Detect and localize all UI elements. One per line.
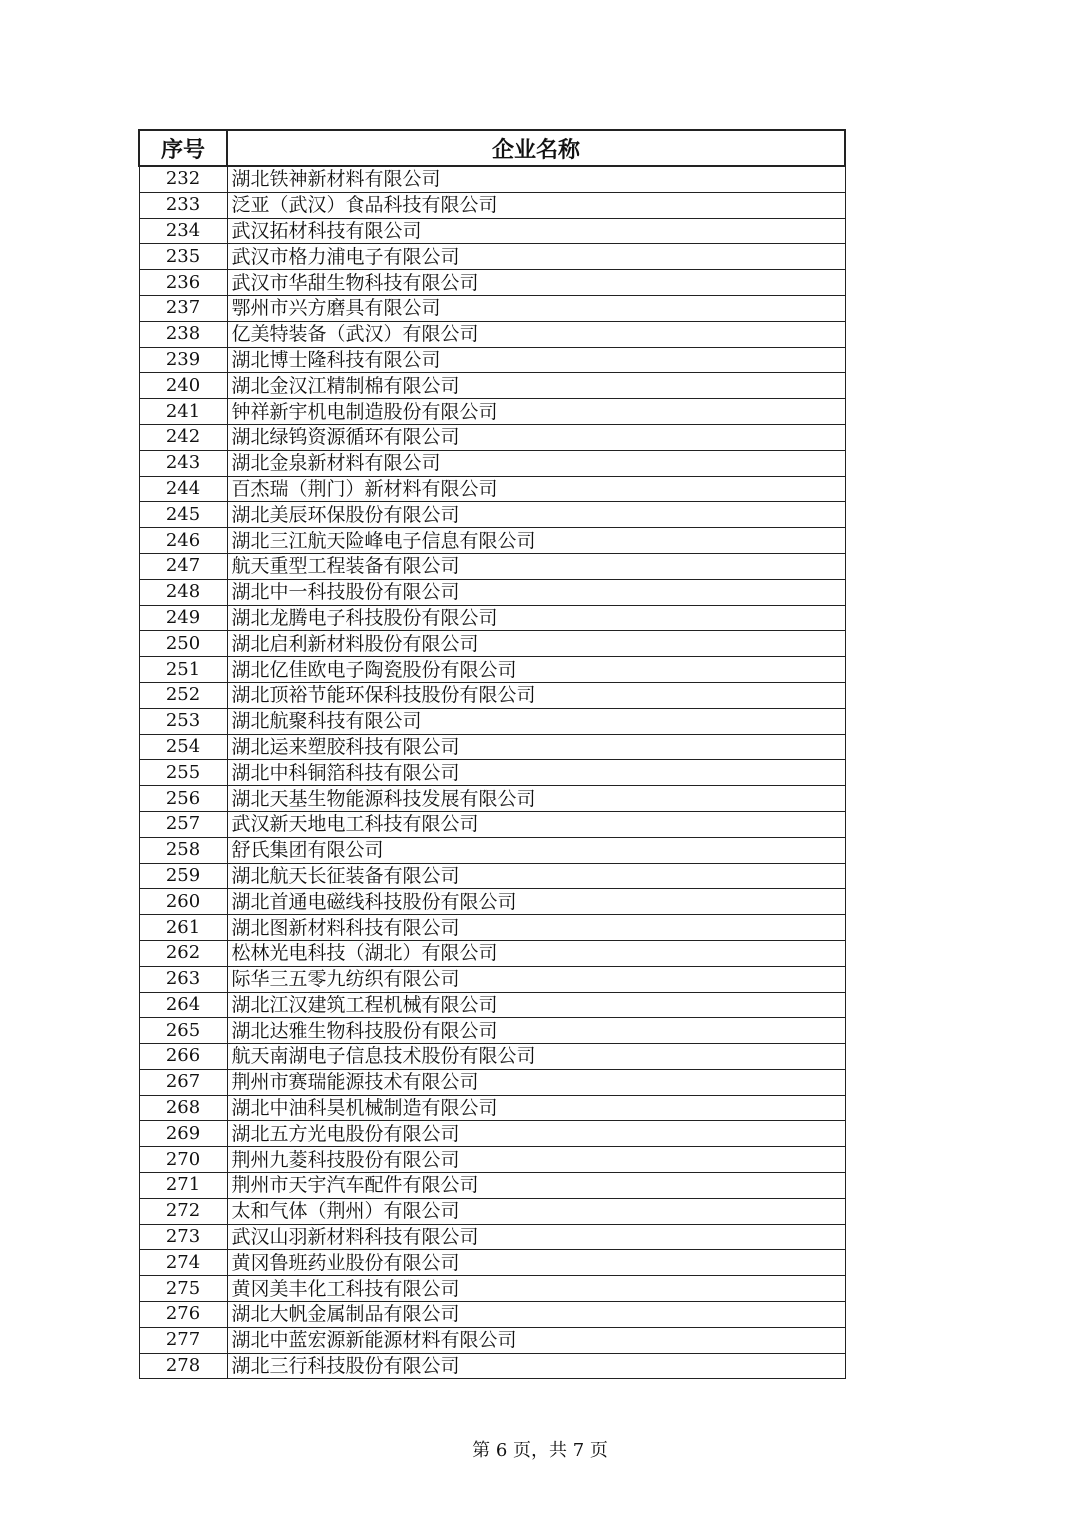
table-row <box>139 1276 845 1302</box>
row-serial-number: 262 <box>139 940 227 966</box>
header-serial-number: 序号 <box>139 130 227 166</box>
table-row <box>139 760 845 786</box>
table-row <box>139 631 845 657</box>
row-company-name: 武汉拓材科技有限公司 <box>227 218 845 244</box>
row-serial-number: 243 <box>139 450 227 476</box>
row-serial-number: 261 <box>139 915 227 941</box>
table-row <box>139 837 845 863</box>
table-row <box>139 1044 845 1070</box>
row-serial-number: 258 <box>139 837 227 863</box>
table-row <box>139 450 845 476</box>
table-row <box>139 811 845 837</box>
row-serial-number: 250 <box>139 631 227 657</box>
table-row <box>139 966 845 992</box>
row-company-name: 武汉市华甜生物科技有限公司 <box>227 270 845 296</box>
row-serial-number: 238 <box>139 321 227 347</box>
row-serial-number: 235 <box>139 244 227 270</box>
table-row <box>139 553 845 579</box>
row-company-name: 湖北航天长征装备有限公司 <box>227 863 845 889</box>
row-serial-number: 253 <box>139 708 227 734</box>
row-company-name: 湖北首通电磁线科技股份有限公司 <box>227 889 845 915</box>
row-company-name: 航天南湖电子信息技术股份有限公司 <box>227 1044 845 1070</box>
row-serial-number: 265 <box>139 1018 227 1044</box>
row-company-name: 泛亚（武汉）食品科技有限公司 <box>227 192 845 218</box>
row-serial-number: 249 <box>139 605 227 631</box>
row-serial-number: 232 <box>139 166 227 192</box>
table-row <box>139 1353 845 1379</box>
row-company-name: 松林光电科技（湖北）有限公司 <box>227 940 845 966</box>
row-company-name: 湖北三行科技股份有限公司 <box>227 1353 845 1379</box>
row-company-name: 湖北博士隆科技有限公司 <box>227 347 845 373</box>
table-body <box>139 166 845 1379</box>
table-row <box>139 347 845 373</box>
row-company-name: 湖北亿佳欧电子陶瓷股份有限公司 <box>227 657 845 683</box>
table-row <box>139 295 845 321</box>
row-serial-number: 270 <box>139 1147 227 1173</box>
row-company-name: 湖北中一科技股份有限公司 <box>227 579 845 605</box>
row-company-name: 湖北三江航天险峰电子信息有限公司 <box>227 528 845 554</box>
table-row <box>139 399 845 425</box>
table-row <box>139 992 845 1018</box>
table-row <box>139 1173 845 1199</box>
row-serial-number: 271 <box>139 1173 227 1199</box>
row-company-name: 湖北金汉江精制棉有限公司 <box>227 373 845 399</box>
row-company-name: 湖北中蓝宏源新能源材料有限公司 <box>227 1327 845 1353</box>
table-row <box>139 605 845 631</box>
row-company-name: 湖北天基生物能源科技发展有限公司 <box>227 786 845 812</box>
row-serial-number: 233 <box>139 192 227 218</box>
row-serial-number: 237 <box>139 295 227 321</box>
row-company-name: 百杰瑞（荆门）新材料有限公司 <box>227 476 845 502</box>
row-company-name: 湖北达雅生物科技股份有限公司 <box>227 1018 845 1044</box>
row-serial-number: 276 <box>139 1302 227 1328</box>
row-serial-number: 264 <box>139 992 227 1018</box>
table-row <box>139 1018 845 1044</box>
row-serial-number: 272 <box>139 1198 227 1224</box>
table-row <box>139 734 845 760</box>
row-company-name: 航天重型工程装备有限公司 <box>227 553 845 579</box>
table-row <box>139 528 845 554</box>
table-row <box>139 166 845 192</box>
row-serial-number: 267 <box>139 1069 227 1095</box>
row-company-name: 湖北运来塑胶科技有限公司 <box>227 734 845 760</box>
row-serial-number: 259 <box>139 863 227 889</box>
table-row <box>139 1327 845 1353</box>
row-serial-number: 244 <box>139 476 227 502</box>
table-row <box>139 192 845 218</box>
row-company-name: 湖北铁神新材料有限公司 <box>227 166 845 192</box>
table-row <box>139 1198 845 1224</box>
row-serial-number: 266 <box>139 1044 227 1070</box>
row-company-name: 荆州九菱科技股份有限公司 <box>227 1147 845 1173</box>
row-company-name: 武汉新天地电工科技有限公司 <box>227 811 845 837</box>
row-serial-number: 278 <box>139 1353 227 1379</box>
row-company-name: 舒氏集团有限公司 <box>227 837 845 863</box>
row-company-name: 荆州市赛瑞能源技术有限公司 <box>227 1069 845 1095</box>
row-company-name: 湖北大帆金属制品有限公司 <box>227 1302 845 1328</box>
row-company-name: 湖北美辰环保股份有限公司 <box>227 502 845 528</box>
table-row <box>139 579 845 605</box>
header-company-name: 企业名称 <box>227 130 845 166</box>
table-row <box>139 708 845 734</box>
row-serial-number: 256 <box>139 786 227 812</box>
row-serial-number: 257 <box>139 811 227 837</box>
row-company-name: 钟祥新宇机电制造股份有限公司 <box>227 399 845 425</box>
table-row <box>139 1147 845 1173</box>
page-number-footer: 第 6 页，共 7 页 <box>472 1440 608 1461</box>
table-row <box>139 940 845 966</box>
table-row <box>139 915 845 941</box>
table-row <box>139 863 845 889</box>
table-row <box>139 1250 845 1276</box>
row-serial-number: 245 <box>139 502 227 528</box>
row-company-name: 荆州市天宇汽车配件有限公司 <box>227 1173 845 1199</box>
row-company-name: 湖北五方光电股份有限公司 <box>227 1121 845 1147</box>
row-company-name: 亿美特装备（武汉）有限公司 <box>227 321 845 347</box>
row-serial-number: 242 <box>139 424 227 450</box>
table-header-row <box>139 130 845 166</box>
row-serial-number: 269 <box>139 1121 227 1147</box>
row-serial-number: 273 <box>139 1224 227 1250</box>
row-serial-number: 252 <box>139 682 227 708</box>
table-row <box>139 1095 845 1121</box>
row-company-name: 武汉山羽新材料科技有限公司 <box>227 1224 845 1250</box>
row-company-name: 湖北图新材料科技有限公司 <box>227 915 845 941</box>
table-row <box>139 218 845 244</box>
table-row <box>139 889 845 915</box>
row-serial-number: 239 <box>139 347 227 373</box>
row-company-name: 湖北顶裕节能环保科技股份有限公司 <box>227 682 845 708</box>
row-company-name: 湖北中科铜箔科技有限公司 <box>227 760 845 786</box>
table-row <box>139 1224 845 1250</box>
row-company-name: 际华三五零九纺织有限公司 <box>227 966 845 992</box>
table-row <box>139 321 845 347</box>
row-company-name: 湖北江汉建筑工程机械有限公司 <box>227 992 845 1018</box>
row-serial-number: 251 <box>139 657 227 683</box>
row-serial-number: 247 <box>139 553 227 579</box>
row-serial-number: 260 <box>139 889 227 915</box>
row-company-name: 湖北绿钨资源循环有限公司 <box>227 424 845 450</box>
row-company-name: 黄冈美丰化工科技有限公司 <box>227 1276 845 1302</box>
row-company-name: 鄂州市兴方磨具有限公司 <box>227 295 845 321</box>
row-serial-number: 277 <box>139 1327 227 1353</box>
row-company-name: 湖北金泉新材料有限公司 <box>227 450 845 476</box>
row-serial-number: 274 <box>139 1250 227 1276</box>
row-serial-number: 234 <box>139 218 227 244</box>
row-company-name: 太和气体（荆州）有限公司 <box>227 1198 845 1224</box>
table-row <box>139 657 845 683</box>
row-serial-number: 248 <box>139 579 227 605</box>
row-company-name: 黄冈鲁班药业股份有限公司 <box>227 1250 845 1276</box>
table-row <box>139 476 845 502</box>
row-company-name: 湖北启利新材料股份有限公司 <box>227 631 845 657</box>
row-company-name: 湖北龙腾电子科技股份有限公司 <box>227 605 845 631</box>
table-row <box>139 270 845 296</box>
row-company-name: 湖北中油科昊机械制造有限公司 <box>227 1095 845 1121</box>
table-row <box>139 1121 845 1147</box>
company-table <box>138 129 846 1379</box>
row-company-name: 湖北航聚科技有限公司 <box>227 708 845 734</box>
row-serial-number: 241 <box>139 399 227 425</box>
row-serial-number: 254 <box>139 734 227 760</box>
row-company-name: 武汉市格力浦电子有限公司 <box>227 244 845 270</box>
table-row <box>139 244 845 270</box>
row-serial-number: 240 <box>139 373 227 399</box>
table-row <box>139 373 845 399</box>
table-row <box>139 682 845 708</box>
row-serial-number: 268 <box>139 1095 227 1121</box>
row-serial-number: 255 <box>139 760 227 786</box>
table-row <box>139 786 845 812</box>
table-row <box>139 1069 845 1095</box>
table-row <box>139 1302 845 1328</box>
row-serial-number: 263 <box>139 966 227 992</box>
table-row <box>139 502 845 528</box>
row-serial-number: 246 <box>139 528 227 554</box>
row-serial-number: 275 <box>139 1276 227 1302</box>
row-serial-number: 236 <box>139 270 227 296</box>
table-row <box>139 424 845 450</box>
